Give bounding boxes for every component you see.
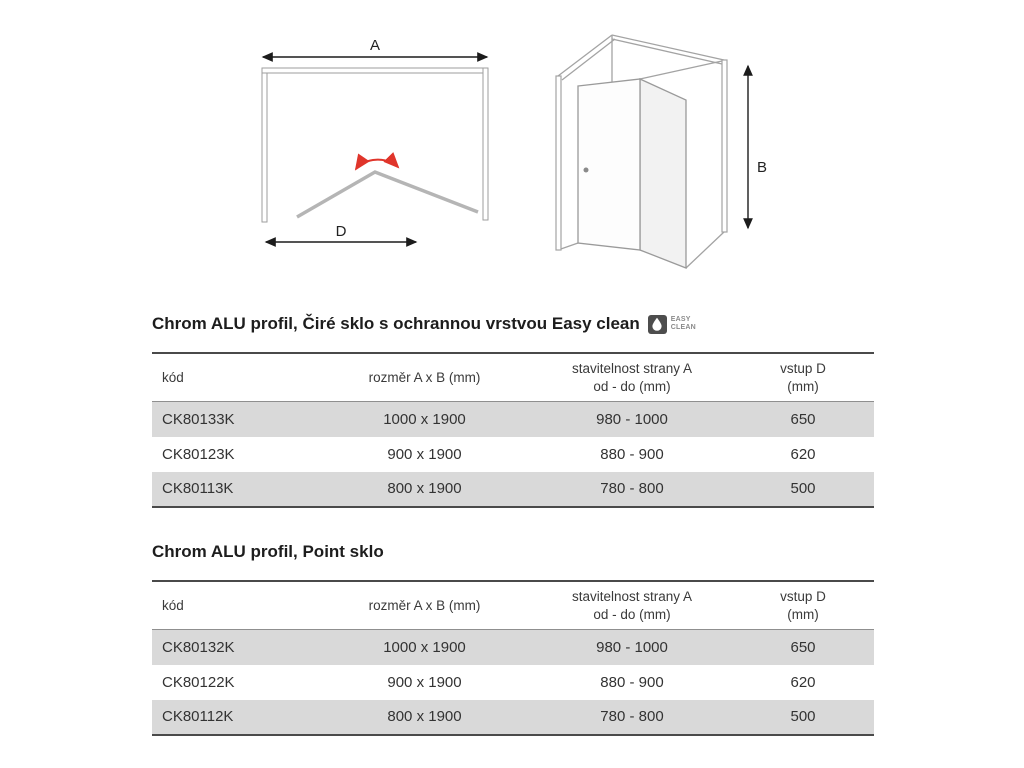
header-vstup: vstup D (mm): [732, 353, 874, 402]
adjust-cell: 880 - 900: [600, 673, 664, 691]
header-kod: kód: [152, 581, 317, 630]
code-cell: CK80113K: [162, 480, 234, 498]
spec-table-easy-clean: [152, 352, 874, 508]
header-rozmer: rozměr A x B (mm): [317, 581, 532, 630]
dim-a-label: A: [369, 37, 381, 54]
right-glass-panel: [722, 60, 727, 232]
code-cell: CK80133K: [162, 410, 235, 428]
code-cell: CK80123K: [162, 445, 235, 463]
header-kod: kód: [152, 353, 317, 402]
top-track: [640, 61, 722, 79]
size-cell: 800 x 1900: [387, 708, 462, 726]
entry-cell: 650: [790, 638, 816, 656]
table-header-row: [152, 353, 874, 402]
top-view-diagram: [250, 28, 500, 260]
code-cell: CK80112K: [162, 708, 234, 726]
header-stavitelnost: stavitelnost strany A od - do (mm): [532, 353, 732, 402]
dim-d-label: D: [335, 223, 347, 240]
section-point-sklo: [152, 540, 874, 736]
bottom-track: [686, 232, 724, 268]
table-row: [152, 700, 874, 735]
wall-outline: [262, 68, 488, 222]
folded-panel: [640, 79, 686, 268]
badge-line1: EASY: [670, 315, 691, 323]
table-row: [152, 630, 874, 665]
table-row: [152, 402, 874, 437]
section-easy-clean: [152, 312, 874, 508]
code-cell: CK80132K: [162, 638, 235, 656]
code-cell: CK80122K: [162, 673, 235, 691]
adjust-cell: 980 - 1000: [596, 410, 668, 428]
dim-b-label: B: [757, 159, 768, 176]
entry-cell: 620: [790, 445, 816, 463]
adjust-cell: 780 - 800: [600, 480, 664, 498]
size-cell: 1000 x 1900: [383, 638, 466, 656]
table-row: [152, 472, 874, 507]
size-cell: 900 x 1900: [387, 445, 462, 463]
size-cell: 900 x 1900: [387, 673, 462, 691]
table-row: [152, 665, 874, 700]
adjust-cell: 880 - 900: [600, 445, 664, 463]
easy-clean-badge: [648, 315, 696, 334]
easy-clean-badge-text: [671, 316, 696, 332]
entry-cell: 500: [790, 708, 816, 726]
header-stavitelnost: stavitelnost strany A od - do (mm): [532, 581, 732, 630]
entry-cell: 620: [790, 673, 816, 691]
adjust-cell: 780 - 800: [600, 708, 664, 726]
adjust-cell: 980 - 1000: [596, 638, 668, 656]
spec-table-point-sklo: [152, 580, 874, 736]
section-title-text: Chrom ALU profil, Point sklo: [152, 542, 384, 561]
size-cell: 800 x 1900: [387, 480, 462, 498]
header-vstup: vstup D (mm): [732, 581, 874, 630]
left-wall-profile: [556, 76, 561, 250]
water-drop-icon: [648, 315, 667, 334]
badge-line2: CLEAN: [670, 324, 696, 331]
perspective-diagram: [545, 20, 785, 292]
fold-door: [297, 172, 478, 217]
size-cell: 1000 x 1900: [383, 410, 466, 428]
swing-arrow-icon: [356, 160, 398, 169]
section-title-text: Chrom ALU profil, Čiré sklo s ochrannou vrstvou Easy clean: [152, 314, 640, 333]
table-header-row: [152, 581, 874, 630]
door-panel: [578, 79, 640, 250]
door-handle: [584, 168, 589, 173]
header-rozmer: rozměr A x B (mm): [317, 353, 532, 402]
entry-cell: 650: [790, 410, 816, 428]
section-title: [152, 540, 874, 564]
section-title: [152, 312, 874, 336]
entry-cell: 500: [790, 480, 816, 498]
table-row: [152, 437, 874, 472]
